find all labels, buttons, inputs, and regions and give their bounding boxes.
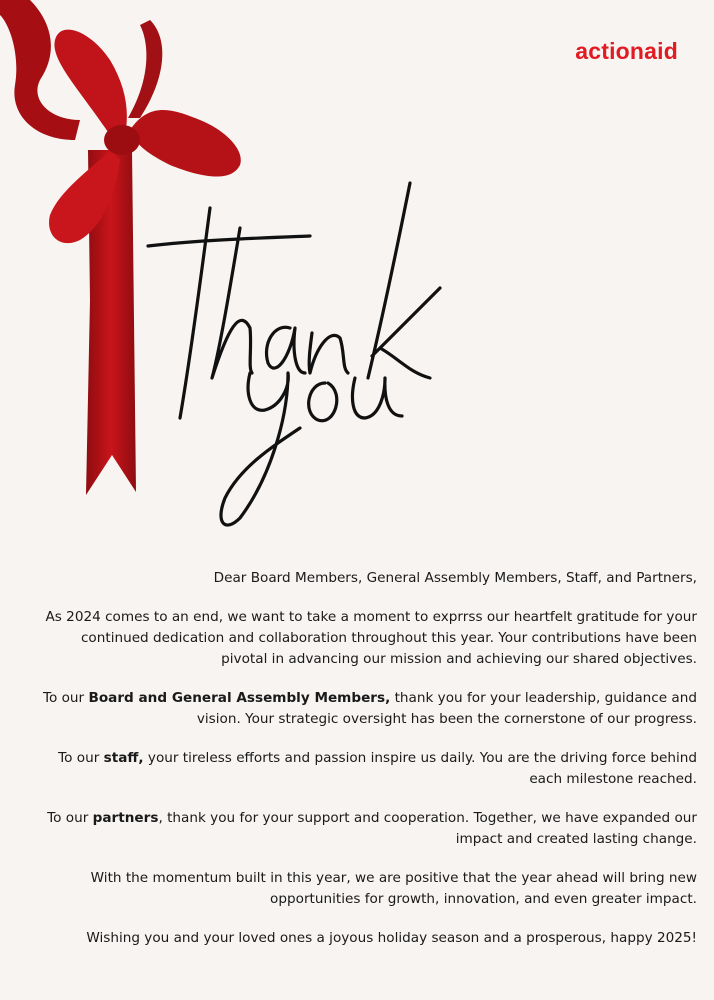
partners-emphasis: partners (92, 810, 159, 826)
letter-paragraph-3: To our staff, your tireless efforts and passion inspire us daily. You are the driving force behind each milestone reached. (58, 750, 697, 787)
letter-closing: Wishing you and your loved ones a joyous holiday season and a prosperous, happy 2025! (86, 930, 697, 946)
letter-paragraph-1: As 2024 comes to an end, we want to take a moment to exprrss our heartfelt gratitude for your continued dedication and collaboration throughout this year. Your contributions have been pivotal in advancing our mission and achieving our shared objectives. (45, 609, 697, 667)
letter-paragraph-5: With the momentum built in this year, we are positive that the year ahead will bring new opportunities for growth, innovation, and even greater impact. (90, 870, 697, 907)
actionaid-logo: actionaid (575, 38, 678, 64)
letter-paragraph-2: To our Board and General Assembly Members, thank you for your leadership, guidance and vision. Your strategic oversight has been the cornerstone of our progress. (42, 690, 697, 727)
board-emphasis: Board and General Assembly Members, (88, 690, 391, 706)
letter-greeting: Dear Board Members, General Assembly Members, Staff, and Partners, (213, 570, 697, 586)
letter-body (40, 568, 697, 967)
staff-emphasis: staff, (103, 750, 144, 766)
letter-paragraph-4: To our partners, thank you for your support and cooperation. Together, we have expanded our impact and created lasting change. (47, 810, 697, 847)
thank-you-script-graphic (140, 178, 460, 538)
